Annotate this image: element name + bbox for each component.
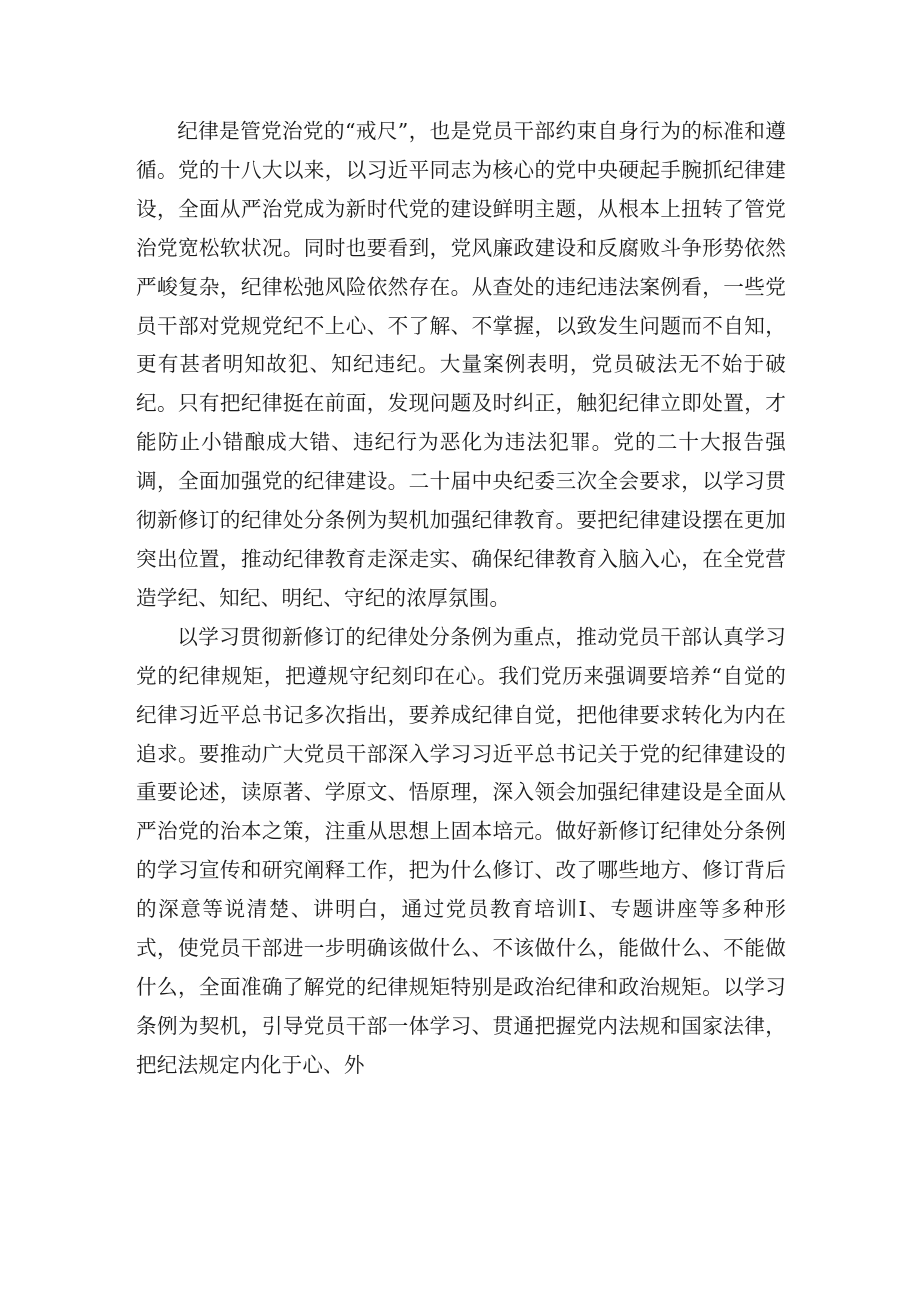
paragraph-discipline-importance: 纪律是管党治党的“戒尺”，也是党员干部约束自身行为的标准和遵循。党的十八大以来，以习近平同志为核心的党中央硬起手腕抓纪律建设，全面从严治党成为新时代党的建设鲜明主题，从根本上扭转了管党治党宽松软状况。同时也要看到，党风廉政建设和反腐败斗争形势依然严峻复杂，纪律松弛风险依然存在。从查处的违纪违法案例看，一些党员干部对党规党纪不上心、不了解、不掌握，以致发生问题而不自知，更有甚者明知故犯、知纪违纪。大量案例表明，党员破法无不始于破纪。只有把纪律挺在前面，发现问题及时纠正，触犯纪律立即处置，才能防止小错酿成大错、违纪行为恶化为违法犯罪。党的二十大报告强调，全面加强党的纪律建设。二十届中央纪委三次全会要求，以学习贯彻新修订的纪律处分条例为契机加强纪律教育。要把纪律建设摆在更加突出位置，推动纪律教育走深走实、确保纪律教育入脑入心，在全党营造学纪、知纪、明纪、守纪的浓厚氛围。	[136, 119, 786, 610]
document-body	[136, 112, 786, 1085]
paragraph-study-regulations: 以学习贯彻新修订的纪律处分条例为重点，推动党员干部认真学习党的纪律规矩，把遵规守纪刻印在心。我们党历来强调要培养“自觉的纪律习近平总书记多次指出，要养成纪律自觉，把他律要求转化为内在追求。要推动广大党员干部深入学习习近平总书记关于党的纪律建设的重要论述，读原著、学原文、悟原理，深入领会加强纪律建设是全面从严治党的治本之策，注重从思想上固本培元。做好新修订纪律处分条例的学习宣传和研究阐释工作，把为什么修订、改了哪些地方、修订背后的深意等说清楚、讲明白，通过党员教育培训I、专题讲座等多种形式，使党员干部进一步明确该做什么、不该做什么，能做什么、不能做什么，全面准确了解党的纪律规矩特别是政治纪律和政治规矩。以学习条例为契机，引导党员干部一体学习、贯通把握党内法规和国家法律，把纪法规定内化于心、外	[136, 624, 786, 1077]
